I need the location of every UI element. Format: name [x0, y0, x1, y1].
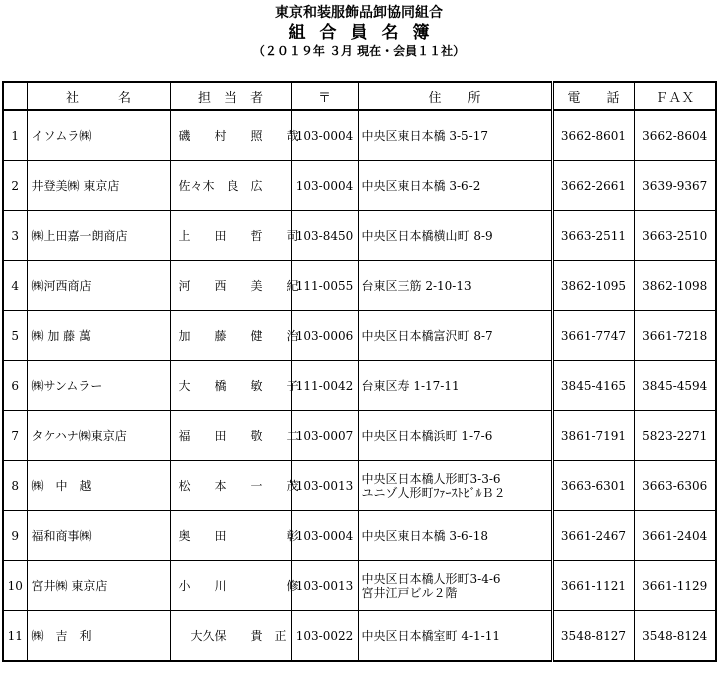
phone-number: 3548-8127 [552, 611, 634, 662]
table-row [3, 110, 716, 161]
postal-code: 103-0007 [291, 411, 358, 461]
fax-number: 3548-8124 [634, 611, 716, 662]
company-name: タケハナ㈱東京店 [27, 411, 170, 461]
table-row [3, 211, 716, 261]
address-line: 中央区日本橋浜町 1-7-6 [361, 428, 493, 443]
contact-person: 松 本 一 茂 [170, 461, 291, 511]
address-line: 中央区東日本橋 3-6-18 [361, 528, 488, 543]
table-row [3, 511, 716, 561]
address-line: 中央区日本橋室町 4-1-11 [361, 628, 500, 643]
postal-code: 103-0004 [291, 161, 358, 211]
row-number: 2 [3, 161, 27, 211]
organization-name: 東京和装服飾品卸協同組合 [275, 5, 443, 21]
header-row [3, 82, 716, 110]
company-name: ㈱河西商店 [27, 261, 170, 311]
address [358, 561, 552, 611]
document-title: 組合員名簿 [288, 23, 444, 43]
address [358, 411, 552, 461]
address-line: 宮井江戸ビル２階 [361, 585, 458, 600]
column-header-company: 社 名 [27, 82, 170, 110]
row-number: 6 [3, 361, 27, 411]
column-header-address: 住 所 [358, 82, 552, 110]
contact-person: 加 藤 健 治 [170, 311, 291, 361]
contact-person: 小 川 修 [170, 561, 291, 611]
row-number: 5 [3, 311, 27, 361]
postal-code: 103-0013 [291, 461, 358, 511]
fax-number: 3639-9367 [634, 161, 716, 211]
address [358, 461, 552, 511]
phone-number: 3845-4165 [552, 361, 634, 411]
contact-person: 大久保 貴 正 [170, 611, 291, 662]
phone-number: 3661-1121 [552, 561, 634, 611]
company-name: 井登美㈱ 東京店 [27, 161, 170, 211]
row-number: 4 [3, 261, 27, 311]
fax-number: 3845-4594 [634, 361, 716, 411]
table-body [3, 110, 716, 661]
company-name: イソムラ㈱ [27, 110, 170, 161]
address [358, 311, 552, 361]
row-number: 3 [3, 211, 27, 261]
phone-number: 3861-7191 [552, 411, 634, 461]
table-row [3, 461, 716, 511]
column-header-fax: ＦＡＸ [634, 82, 716, 110]
column-header-zip: 〒 [291, 82, 358, 110]
row-number: 10 [3, 561, 27, 611]
phone-number: 3663-6301 [552, 461, 634, 511]
address-line: 中央区日本橋富沢町 8-7 [361, 328, 493, 343]
company-name: ㈱サンムラー [27, 361, 170, 411]
table-row [3, 311, 716, 361]
table-row [3, 261, 716, 311]
phone-number: 3862-1095 [552, 261, 634, 311]
company-name: ㈱ 吉 利 [27, 611, 170, 662]
row-number: 9 [3, 511, 27, 561]
company-name: 宮井㈱ 東京店 [27, 561, 170, 611]
address-line: ユニゾ人形町ﾌｧｰｽﾄﾋﾞﾙＢ２ [361, 485, 506, 500]
postal-code: 103-0004 [291, 511, 358, 561]
column-header-person: 担 当 者 [170, 82, 291, 110]
fax-number: 3661-1129 [634, 561, 716, 611]
fax-number: 3663-6306 [634, 461, 716, 511]
fax-number: 3661-2404 [634, 511, 716, 561]
phone-number: 3662-2661 [552, 161, 634, 211]
address [358, 110, 552, 161]
fax-number: 3862-1098 [634, 261, 716, 311]
fax-number: 5823-2271 [634, 411, 716, 461]
contact-person: 上 田 哲 司 [170, 211, 291, 261]
contact-person: 佐々木 良 広 [170, 161, 291, 211]
phone-number: 3663-2511 [552, 211, 634, 261]
address [358, 261, 552, 311]
row-number: 8 [3, 461, 27, 511]
phone-number: 3662-8601 [552, 110, 634, 161]
column-header-no [3, 82, 27, 110]
address-line: 中央区東日本橋 3-6-2 [361, 178, 481, 193]
contact-person: 福 田 敬 二 [170, 411, 291, 461]
phone-number: 3661-2467 [552, 511, 634, 561]
postal-code: 103-0006 [291, 311, 358, 361]
address-line: 台東区寿 1-17-11 [361, 378, 460, 393]
postal-code: 103-0004 [291, 110, 358, 161]
phone-number: 3661-7747 [552, 311, 634, 361]
table-row [3, 411, 716, 461]
contact-person: 磯 村 照 哉 [170, 110, 291, 161]
company-name: ㈱ 加 藤 萬 [27, 311, 170, 361]
company-name: ㈱ 中 越 [27, 461, 170, 511]
address-line: 台東区三筋 2-10-13 [361, 278, 472, 293]
postal-code: 111-0042 [291, 361, 358, 411]
table-header [3, 82, 716, 110]
fax-number: 3663-2510 [634, 211, 716, 261]
row-number: 7 [3, 411, 27, 461]
address [358, 361, 552, 411]
column-header-tel: 電 話 [552, 82, 634, 110]
contact-person: 奥 田 彰 [170, 511, 291, 561]
document-subtitle: （２０１９年 ３月 現在・会員１１社） [252, 44, 466, 58]
member-roster-table [2, 81, 717, 662]
table-row [3, 561, 716, 611]
contact-person: 河 西 美 紀 [170, 261, 291, 311]
address [358, 161, 552, 211]
table-row [3, 161, 716, 211]
contact-person: 大 橋 敏 子 [170, 361, 291, 411]
table-row [3, 361, 716, 411]
table-row [3, 611, 716, 662]
company-name: ㈱上田嘉一朗商店 [27, 211, 170, 261]
postal-code: 111-0055 [291, 261, 358, 311]
postal-code: 103-0013 [291, 561, 358, 611]
row-number: 11 [3, 611, 27, 662]
address-line: 中央区日本橋人形町3-3-6 [361, 471, 501, 486]
address-line: 中央区日本橋人形町3-4-6 [361, 571, 501, 586]
postal-code: 103-0022 [291, 611, 358, 662]
fax-number: 3662-8604 [634, 110, 716, 161]
address [358, 511, 552, 561]
address-line: 中央区東日本橋 3-5-17 [361, 128, 488, 143]
address [358, 211, 552, 261]
fax-number: 3661-7218 [634, 311, 716, 361]
company-name: 福和商事㈱ [27, 511, 170, 561]
address-line: 中央区日本橋横山町 8-9 [361, 228, 493, 243]
postal-code: 103-8450 [291, 211, 358, 261]
row-number: 1 [3, 110, 27, 161]
address [358, 611, 552, 662]
